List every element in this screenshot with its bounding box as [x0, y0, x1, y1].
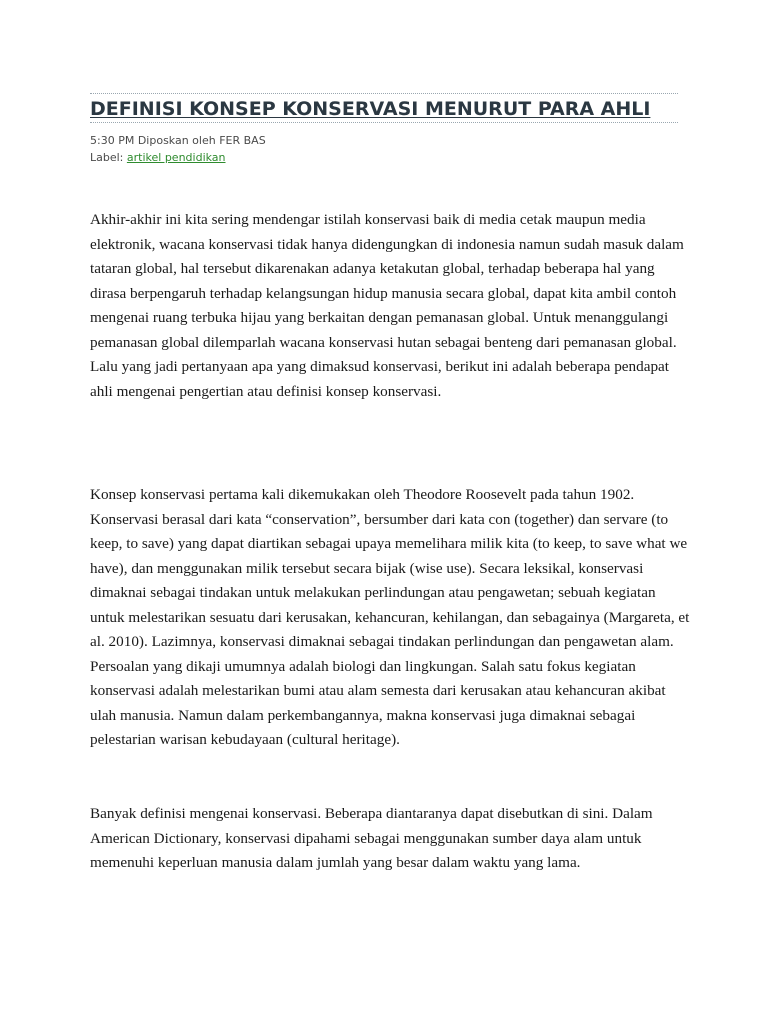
label-prefix: Label: — [90, 151, 124, 164]
posted-by-prefix: Diposkan oleh — [137, 134, 216, 147]
label-link[interactable]: artikel pendidikan — [126, 151, 226, 164]
post-body-paragraph-1 — [90, 208, 690, 404]
post-author: FER BAS — [219, 134, 266, 147]
post-title-block — [90, 93, 678, 123]
post-labels — [90, 149, 266, 166]
post-title[interactable]: DEFINISI KONSEP KONSERVASI MENURUT PARA AHLI — [90, 98, 651, 120]
post-body-paragraph-2 — [90, 483, 690, 753]
post-byline — [90, 132, 266, 149]
paragraph-text: Akhir-akhir ini kita sering mendengar istilah konservasi baik di media cetak maupun media elektronik, wacana konservasi tidak hanya didengungkan di indonesia namun sudah masuk dalam tataran global, hal tersebut dikarenakan adanya ketakutan global, terhadap beberapa hal yang dirasa berpengaruh terhadap kelangsungan hidup manusia secara global, dapat kita ambil contoh mengenai ruang terbuka hijau yang berkaitan dengan pemanasan global. Untuk menanggulangi pemanasan global dilemparlah wacana konservasi hutan sebagai benteng dari pemanasan global. Lalu yang jadi pertanyaan apa yang dimaksud konservasi, berikut ini adalah beberapa pendapat ahli mengenai pengertian atau definisi konsep konservasi. — [90, 211, 684, 400]
post-meta — [90, 132, 266, 166]
paragraph-text: Banyak definisi mengenai konservasi. Beberapa diantaranya dapat disebutkan di sini. Dalam American Dictionary, konservasi dipahami sebagai menggunakan sumber daya alam untuk memenuhi keperluan manusia dalam jumlah yang besar dalam waktu yang lama. — [90, 805, 653, 871]
post-time[interactable]: 5:30 PM — [90, 134, 135, 147]
paragraph-text: Konsep konservasi pertama kali dikemukakan oleh Theodore Roosevelt pada tahun 1902. Konservasi berasal dari kata “conservation”, bersumber dari kata con (together) dan servare (to keep, to save) yang dapat diartikan sebagai upaya memelihara milik kita (to keep, to save what we have), dan menggunakan milik tersebut secara bijak (wise use). Secara leksikal, konservasi dimaknai sebagai tindakan untuk melakukan perlindungan atau pengawetan; sebuah kegiatan untuk melestarikan sesuatu dari kerusakan, kehancuran, kehilangan, dan sebagainya (Margareta, et al. 2010). Lazimnya, konservasi dimaknai sebagai tindakan perlindungan dan pengawetan alam. Persoalan yang dikaji umumnya adalah biologi dan lingkungan. Salah satu fokus kegiatan konservasi adalah melestarikan bumi atau alam semesta dari kerusakan atau kehancuran akibat ulah manusia. Namun dalam perkembangannya, makna konservasi juga dimaknai sebagai pelestarian warisan kebudayaan (cultural heritage). — [90, 486, 690, 748]
post-body-paragraph-3 — [90, 802, 690, 876]
